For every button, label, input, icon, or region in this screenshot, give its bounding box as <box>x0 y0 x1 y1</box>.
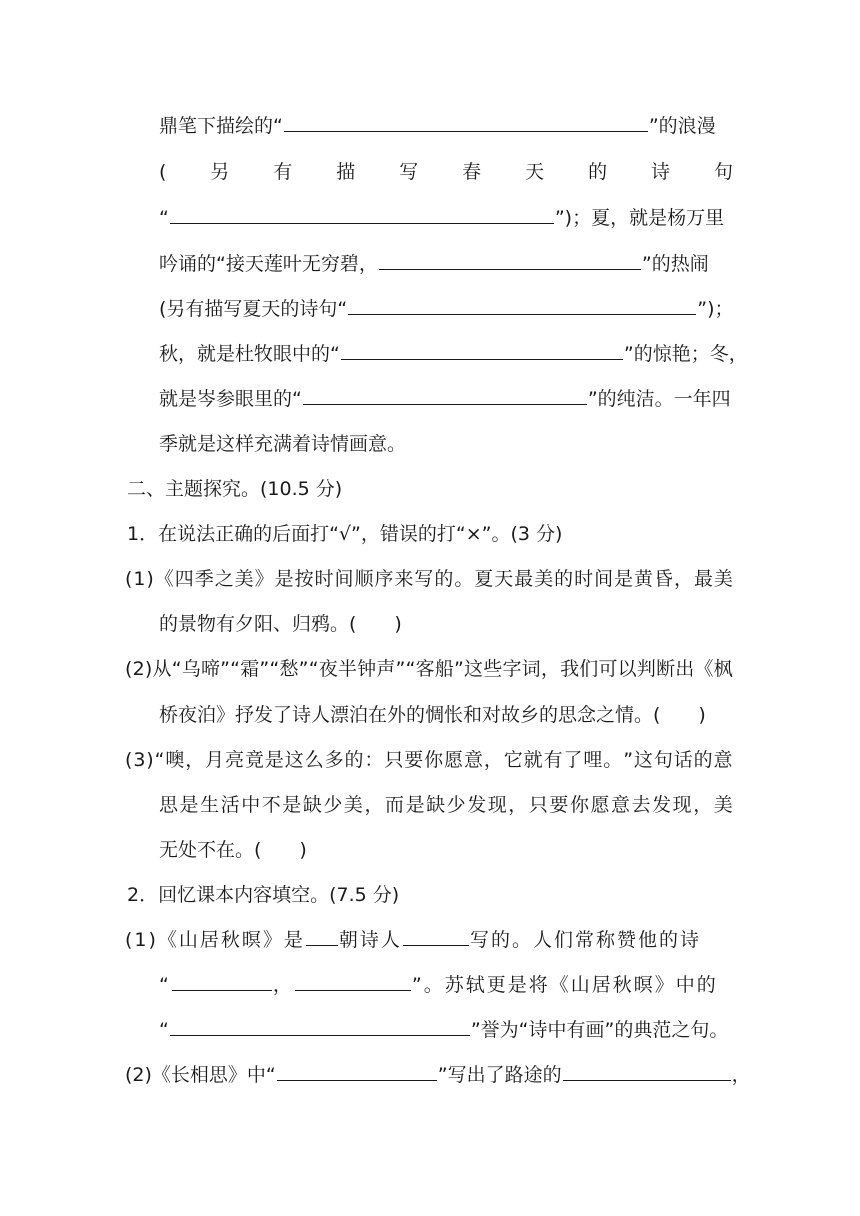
answer-blank[interactable] <box>295 971 411 991</box>
question-1-title: 1．在说法正确的后面打“√”，错误的打“×”。(3 分) <box>127 523 563 545</box>
q2-item-1-line-1 <box>125 926 701 954</box>
text: 写的。人们常称赞他的诗 <box>469 929 701 951</box>
text: 就是岑参眼里的“ <box>159 388 302 410</box>
text: ( 1 ) 《 四 季 之 美 》 是 按 时 间 顺 序 来 写 的 。 夏 天 最 美 的 时 间 是 黄 昏 ， 最 美 <box>125 568 733 590</box>
spread-char: 描 <box>336 161 356 183</box>
spread-char: 天 <box>525 161 545 183</box>
q1-item-1-line-2: 的景物有夕阳、归鸦。( ) <box>159 613 402 635</box>
text: 朝诗人 <box>338 929 402 951</box>
answer-blank[interactable] <box>170 204 554 224</box>
q1-item-2-line-2: 桥夜泊》抒发了诗人漂泊在外的惆怅和对故乡的思念之情。( ) <box>159 704 706 726</box>
q2-item-2-line-1 <box>125 1061 751 1089</box>
intro-line-1 <box>159 112 716 140</box>
text: 吟诵的“接天莲叶无穷碧， <box>159 253 378 275</box>
q2-item-1-line-2 <box>159 971 718 999</box>
answer-blank[interactable] <box>306 926 338 946</box>
text: ”)； <box>697 298 734 320</box>
answer-blank[interactable] <box>379 250 641 270</box>
answer-blank[interactable] <box>348 295 696 315</box>
answer-blank[interactable] <box>563 1061 731 1081</box>
text: ”的惊艳；冬， <box>623 343 748 365</box>
spread-char: 春 <box>462 161 482 183</box>
spread-char: ( <box>159 161 167 183</box>
q1-item-3-line-3: 无处不在。( ) <box>159 839 307 861</box>
intro-line-7 <box>159 385 731 413</box>
answer-blank[interactable] <box>170 1016 470 1036</box>
spread-char: 的 <box>588 161 608 183</box>
intro-line-4 <box>159 250 709 278</box>
text: ”的纯洁。一年四 <box>587 388 731 410</box>
q1-item-1-line-1 <box>125 565 733 593</box>
spread-char: 句 <box>713 161 733 183</box>
intro-line-2 <box>159 158 733 186</box>
q1-item-3-line-2 <box>159 791 733 819</box>
spread-char: 诗 <box>651 161 671 183</box>
answer-blank[interactable] <box>284 112 648 132</box>
answer-blank[interactable] <box>303 385 587 405</box>
text: (2)《长相思》中“ <box>125 1064 276 1086</box>
text: ， <box>731 1064 751 1086</box>
text: ”的浪漫 <box>648 115 716 137</box>
text: ”写出了路途的 <box>437 1064 562 1086</box>
text: “ <box>159 1019 169 1041</box>
text: (1)《山居秋暝》是 <box>125 929 305 951</box>
spread-char: 有 <box>273 161 293 183</box>
text: ( 3 ) “ 噢 ， 月 亮 竟 是 这 么 多 的 ： 只 要 你 愿 意 ， 它 就 有 了 哩 。 ” 这 句 话 的 意 <box>125 749 733 771</box>
text: ”的热闹 <box>641 253 709 275</box>
text: (另有描写夏天的诗句“ <box>159 298 348 320</box>
intro-line-8: 季就是这样充满着诗情画意。 <box>159 433 407 455</box>
answer-blank[interactable] <box>172 971 272 991</box>
text: ， <box>272 974 294 996</box>
question-2-title: 2．回忆课本内容填空。(7.5 分) <box>127 884 400 906</box>
answer-blank[interactable] <box>403 926 469 946</box>
q1-item-3-line-1 <box>125 746 733 774</box>
q2-item-1-line-3 <box>159 1016 728 1044</box>
intro-line-5 <box>159 295 734 323</box>
text: ”。苏轼更是将《山居秋暝》中的 <box>411 974 718 996</box>
intro-line-3 <box>159 204 724 232</box>
text: 鼎笔下描绘的“ <box>159 115 283 137</box>
spread-char: 另 <box>210 161 230 183</box>
text: “ <box>159 974 171 996</box>
text: “ <box>159 207 169 229</box>
answer-blank[interactable] <box>341 340 623 360</box>
section-heading: 二、主题探究。(10.5 分) <box>127 478 343 500</box>
text: ( 2 ) 从 “ 乌 啼 ” “ 霜 ” “ 愁 ” “ 夜 半 钟 声 ” “ 客 船 ” 这 些 字 词 ， 我 们 可 以 判 断 出 《 枫 <box>125 658 733 680</box>
text: ”誉为“诗中有画”的典范之句。 <box>470 1019 729 1041</box>
answer-blank[interactable] <box>277 1061 437 1081</box>
text: 秋，就是杜牧眼中的“ <box>159 343 340 365</box>
spread-char: 写 <box>399 161 419 183</box>
q1-item-2-line-1 <box>125 655 733 683</box>
intro-line-6 <box>159 340 748 368</box>
text: 思 是 生 活 中 不 是 缺 少 美 ， 而 是 缺 少 发 现 ， 只 要 你 愿 意 去 发 现 ， 美 <box>159 794 733 816</box>
text: ”)；夏，就是杨万里 <box>554 207 725 229</box>
